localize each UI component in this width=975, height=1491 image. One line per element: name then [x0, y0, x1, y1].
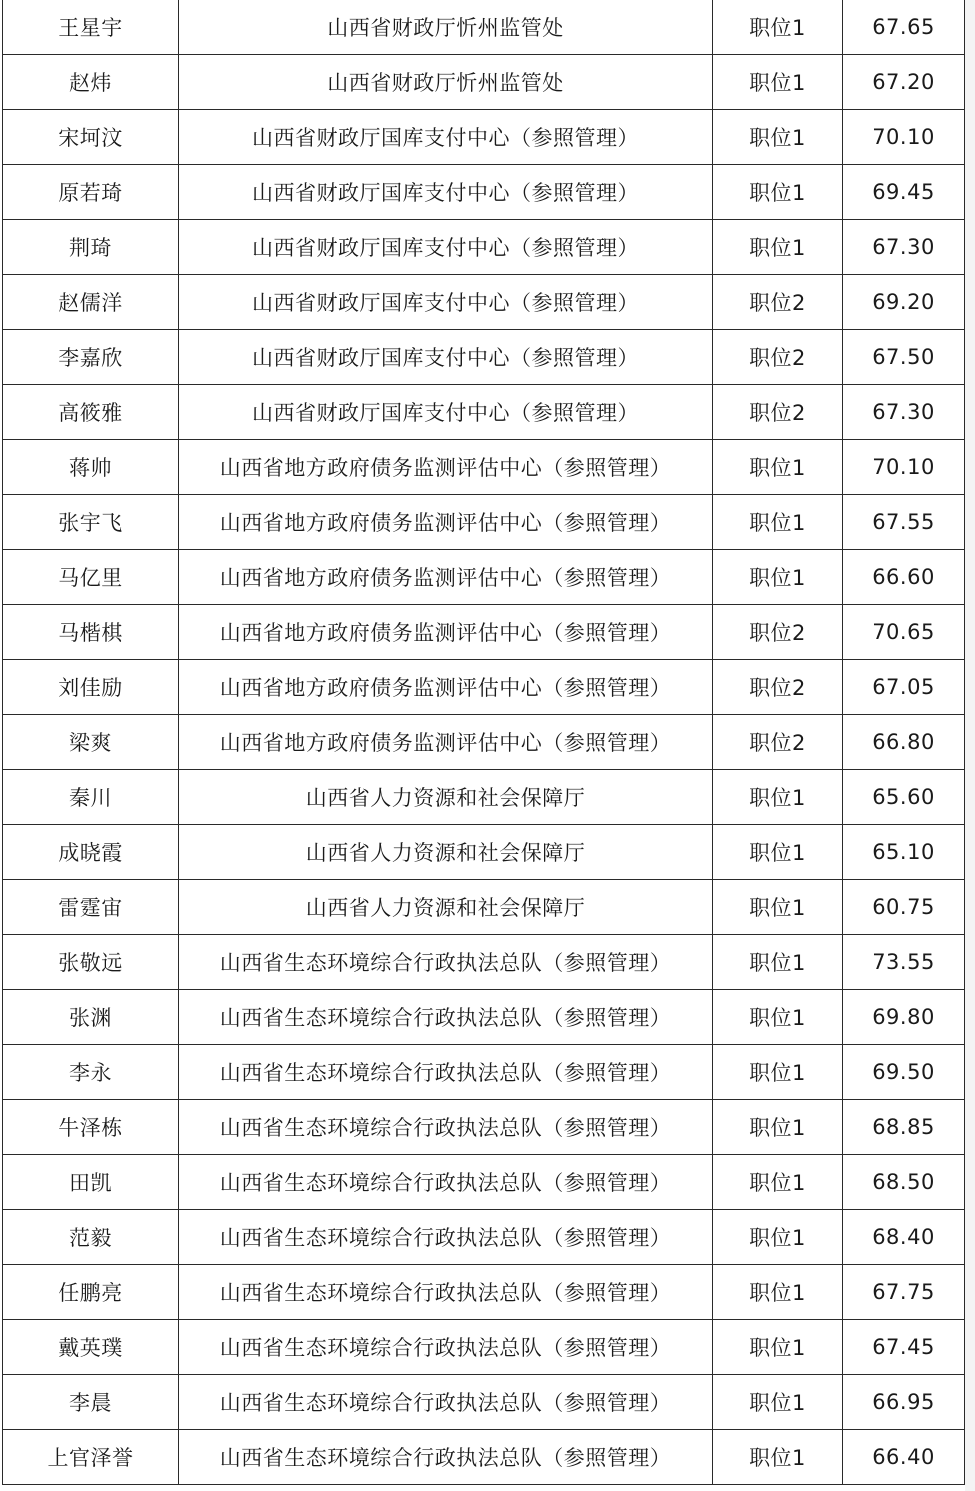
employer-unit-cell: 山西省财政厅国库支付中心（参照管理）	[179, 165, 713, 220]
candidate-name-cell: 范毅	[3, 1210, 179, 1265]
candidate-name-cell: 赵炜	[3, 55, 179, 110]
score-cell: 69.50	[843, 1045, 965, 1100]
employer-unit-cell: 山西省地方政府债务监测评估中心（参照管理）	[179, 660, 713, 715]
candidate-name-cell: 王星宇	[3, 0, 179, 55]
candidate-name-cell: 成晓霞	[3, 825, 179, 880]
table-row	[3, 825, 965, 880]
position-cell: 职位1	[713, 550, 843, 605]
employer-unit-cell: 山西省人力资源和社会保障厅	[179, 770, 713, 825]
position-cell: 职位1	[713, 880, 843, 935]
table-body	[3, 0, 965, 1485]
candidate-name-cell: 李嘉欣	[3, 330, 179, 385]
table-row	[3, 1045, 965, 1100]
employer-unit-cell: 山西省财政厅国库支付中心（参照管理）	[179, 275, 713, 330]
position-cell: 职位1	[713, 825, 843, 880]
employer-unit-cell: 山西省财政厅国库支付中心（参照管理）	[179, 385, 713, 440]
table-row	[3, 935, 965, 990]
position-cell: 职位1	[713, 55, 843, 110]
employer-unit-cell: 山西省地方政府债务监测评估中心（参照管理）	[179, 605, 713, 660]
table-row	[3, 440, 965, 495]
position-cell: 职位2	[713, 605, 843, 660]
position-cell: 职位1	[713, 165, 843, 220]
employer-unit-cell: 山西省财政厅国库支付中心（参照管理）	[179, 220, 713, 275]
score-cell: 69.45	[843, 165, 965, 220]
candidate-name-cell: 刘佳励	[3, 660, 179, 715]
candidate-name-cell: 任鹏亮	[3, 1265, 179, 1320]
employer-unit-cell: 山西省财政厅忻州监管处	[179, 0, 713, 55]
score-cell: 67.75	[843, 1265, 965, 1320]
candidate-name-cell: 张敬远	[3, 935, 179, 990]
table-row	[3, 770, 965, 825]
position-cell: 职位1	[713, 1375, 843, 1430]
candidate-name-cell: 荆琦	[3, 220, 179, 275]
candidate-name-cell: 张渊	[3, 990, 179, 1045]
employer-unit-cell: 山西省财政厅忻州监管处	[179, 55, 713, 110]
employer-unit-cell: 山西省地方政府债务监测评估中心（参照管理）	[179, 440, 713, 495]
employer-unit-cell: 山西省生态环境综合行政执法总队（参照管理）	[179, 1320, 713, 1375]
position-cell: 职位2	[713, 330, 843, 385]
employer-unit-cell: 山西省生态环境综合行政执法总队（参照管理）	[179, 1155, 713, 1210]
score-cell: 67.30	[843, 385, 965, 440]
table-row	[3, 605, 965, 660]
candidate-name-cell: 梁爽	[3, 715, 179, 770]
score-cell: 67.05	[843, 660, 965, 715]
candidate-name-cell: 李永	[3, 1045, 179, 1100]
position-cell: 职位2	[713, 385, 843, 440]
table-row	[3, 1265, 965, 1320]
table-row	[3, 220, 965, 275]
right-edge-strip	[965, 0, 975, 1491]
employer-unit-cell: 山西省生态环境综合行政执法总队（参照管理）	[179, 1210, 713, 1265]
score-cell: 67.45	[843, 1320, 965, 1375]
position-cell: 职位1	[713, 1430, 843, 1485]
table-row	[3, 1320, 965, 1375]
position-cell: 职位1	[713, 1320, 843, 1375]
employer-unit-cell: 山西省生态环境综合行政执法总队（参照管理）	[179, 935, 713, 990]
position-cell: 职位2	[713, 275, 843, 330]
employer-unit-cell: 山西省生态环境综合行政执法总队（参照管理）	[179, 1045, 713, 1100]
employer-unit-cell: 山西省人力资源和社会保障厅	[179, 880, 713, 935]
position-cell: 职位1	[713, 990, 843, 1045]
table-row	[3, 110, 965, 165]
score-cell: 65.10	[843, 825, 965, 880]
position-cell: 职位1	[713, 0, 843, 55]
table-row	[3, 715, 965, 770]
employer-unit-cell: 山西省财政厅国库支付中心（参照管理）	[179, 330, 713, 385]
position-cell: 职位2	[713, 660, 843, 715]
employer-unit-cell: 山西省地方政府债务监测评估中心（参照管理）	[179, 495, 713, 550]
candidate-name-cell: 雷霆宙	[3, 880, 179, 935]
table-row	[3, 1100, 965, 1155]
table-row	[3, 660, 965, 715]
score-cell: 65.60	[843, 770, 965, 825]
candidate-name-cell: 秦川	[3, 770, 179, 825]
candidate-name-cell: 李晨	[3, 1375, 179, 1430]
candidate-name-cell: 赵儒洋	[3, 275, 179, 330]
score-cell: 67.50	[843, 330, 965, 385]
position-cell: 职位2	[713, 715, 843, 770]
employer-unit-cell: 山西省生态环境综合行政执法总队（参照管理）	[179, 1430, 713, 1485]
table-row	[3, 55, 965, 110]
candidate-name-cell: 上官泽誉	[3, 1430, 179, 1485]
position-cell: 职位1	[713, 1155, 843, 1210]
score-cell: 69.20	[843, 275, 965, 330]
table-row	[3, 385, 965, 440]
candidate-name-cell: 田凯	[3, 1155, 179, 1210]
employer-unit-cell: 山西省地方政府债务监测评估中心（参照管理）	[179, 550, 713, 605]
position-cell: 职位1	[713, 220, 843, 275]
score-cell: 66.40	[843, 1430, 965, 1485]
position-cell: 职位1	[713, 770, 843, 825]
employer-unit-cell: 山西省财政厅国库支付中心（参照管理）	[179, 110, 713, 165]
employer-unit-cell: 山西省生态环境综合行政执法总队（参照管理）	[179, 1100, 713, 1155]
table-row	[3, 165, 965, 220]
score-cell: 70.10	[843, 110, 965, 165]
employer-unit-cell: 山西省人力资源和社会保障厅	[179, 825, 713, 880]
candidate-name-cell: 牛泽栋	[3, 1100, 179, 1155]
table-row	[3, 0, 965, 55]
employer-unit-cell: 山西省生态环境综合行政执法总队（参照管理）	[179, 990, 713, 1045]
score-cell: 67.30	[843, 220, 965, 275]
score-cell: 60.75	[843, 880, 965, 935]
employer-unit-cell: 山西省生态环境综合行政执法总队（参照管理）	[179, 1375, 713, 1430]
table-row	[3, 550, 965, 605]
score-cell: 73.55	[843, 935, 965, 990]
table-row	[3, 1430, 965, 1485]
employer-unit-cell: 山西省生态环境综合行政执法总队（参照管理）	[179, 1265, 713, 1320]
score-cell: 69.80	[843, 990, 965, 1045]
table-row	[3, 990, 965, 1045]
candidate-name-cell: 宋坷汶	[3, 110, 179, 165]
table-row	[3, 1210, 965, 1265]
table-row	[3, 880, 965, 935]
position-cell: 职位1	[713, 1100, 843, 1155]
position-cell: 职位1	[713, 1210, 843, 1265]
employer-unit-cell: 山西省地方政府债务监测评估中心（参照管理）	[179, 715, 713, 770]
table-row	[3, 495, 965, 550]
candidate-name-cell: 马亿里	[3, 550, 179, 605]
table-row	[3, 1155, 965, 1210]
table-row	[3, 1375, 965, 1430]
candidate-name-cell: 马楷棋	[3, 605, 179, 660]
score-cell: 66.80	[843, 715, 965, 770]
score-cell: 67.20	[843, 55, 965, 110]
score-cell: 67.55	[843, 495, 965, 550]
table-row	[3, 275, 965, 330]
position-cell: 职位1	[713, 1265, 843, 1320]
score-cell: 66.95	[843, 1375, 965, 1430]
position-cell: 职位1	[713, 495, 843, 550]
position-cell: 职位1	[713, 935, 843, 990]
score-cell: 68.50	[843, 1155, 965, 1210]
candidate-name-cell: 张宇飞	[3, 495, 179, 550]
candidate-name-cell: 蒋帅	[3, 440, 179, 495]
score-table	[2, 0, 965, 1485]
position-cell: 职位1	[713, 440, 843, 495]
candidate-name-cell: 戴英璞	[3, 1320, 179, 1375]
score-cell: 66.60	[843, 550, 965, 605]
candidate-name-cell: 高筱雅	[3, 385, 179, 440]
position-cell: 职位1	[713, 110, 843, 165]
score-cell: 68.85	[843, 1100, 965, 1155]
score-cell: 67.65	[843, 0, 965, 55]
position-cell: 职位1	[713, 1045, 843, 1100]
score-cell: 70.65	[843, 605, 965, 660]
score-cell: 70.10	[843, 440, 965, 495]
candidate-name-cell: 原若琦	[3, 165, 179, 220]
table-row	[3, 330, 965, 385]
score-cell: 68.40	[843, 1210, 965, 1265]
